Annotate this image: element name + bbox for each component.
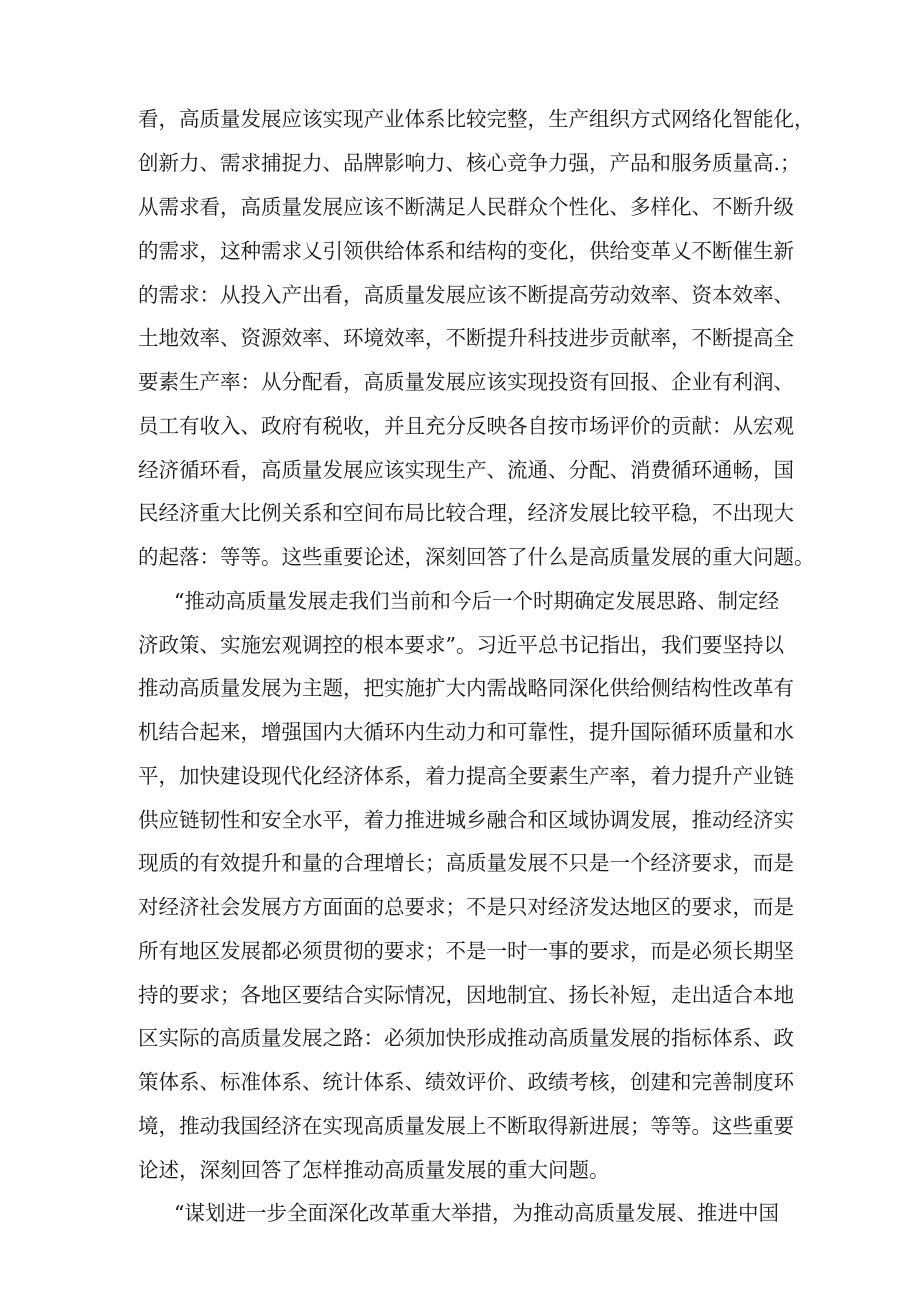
text-line: 对经济社会发展方方面面的总要求；不是只对经济发达地区的要求，而是 [138,895,794,919]
text-line: 的需求，这种需求乂引领供给体系和结构的变化，供给变革乂不断催生新 [138,239,794,263]
paragraph-first-line: “谋划进一步全面深化改革重大举措，为推动高质量发展、推进中国 [174,1201,779,1225]
text-line: 民经济重大比例关系和空间布局比较合理，经济发展比较平稳，不出现大 [138,501,794,525]
text-line: 供应链韧性和安全水平，着力推进城乡融合和区域协调发展，推动经济实 [138,808,794,832]
text-line: 持的要求；各地区要结合实际情况，因地制宜、扬长补短，走出适合本地 [138,983,794,1007]
text-line: 的需求：从投入产出看，高质量发展应该不断提高劳动效率、资本效率、 [138,283,794,307]
text-line: 区实际的高质量发展之路：必须加快形成推动高质量发展的指标体系、政 [138,1026,794,1050]
text-line: 平，加快建设现代化经济体系，着力提高全要素生产率，着力提升产业链 [138,764,794,788]
paragraph-first-line: “推动高质量发展走我们当前和今后一个时期确定发展思路、制定经 [174,589,779,613]
text-line: 土地效率、资源效率、环境效率，不断提升科技进步贡献率，不断提高全 [138,326,794,350]
text-line: 策体系、标准体系、统计体系、绩效评价、政绩考核，创建和完善制度环 [138,1070,794,1094]
text-line: 从需求看，高质量发展应该不断满足人民群众个性化、多样化、不断升级 [138,195,794,219]
text-line: 论述，深刻回答了怎样推动高质量发展的重大问题。 [138,1158,610,1182]
text-line: 境，推动我国经济在实现高质量发展上不断取得新进展；等等。这些重要 [138,1114,794,1138]
text-line: 看，高质量发展应该实现产业体系比较完整，生产组织方式网络化智能化， [138,107,815,131]
text-line: 所有地区发展都必须贯彻的要求；不是一时一事的要求，而是必须长期坚 [138,939,794,963]
text-line: 经济循环看，高质量发展应该实现生产、流通、分配、消费循环通畅，国 [138,458,794,482]
text-line: 的起落：等等。这些重要论述，深刻回答了什么是高质量发展的重大问题。 [138,545,815,569]
text-line: 济政策、实施宏观调控的根本要求”。习近平总书记指出，我们要坚持以 [138,633,784,657]
text-line: 员工有收入、政府有税收，并且充分反映各自按市场评价的贡献：从宏观 [138,414,794,438]
text-line: 创新力、需求捕捉力、品牌影响力、核心竞争力强，产品和服务质量高.； [138,151,801,175]
text-line: 推动高质量发展为主题，把实施扩大内需战略同深化供给侧结构性改革有 [138,676,794,700]
text-line: 机结合起来，增强国内大循环内生动力和可靠性，提升国际循环质量和水 [138,720,794,744]
text-line: 现质的有效提升和量的合理增长；高质量发展不只是一个经济要求，而是 [138,851,794,875]
text-line: 要素生产率：从分配看，高质量发展应该实现投资有回报、企业有利润、 [138,370,794,394]
